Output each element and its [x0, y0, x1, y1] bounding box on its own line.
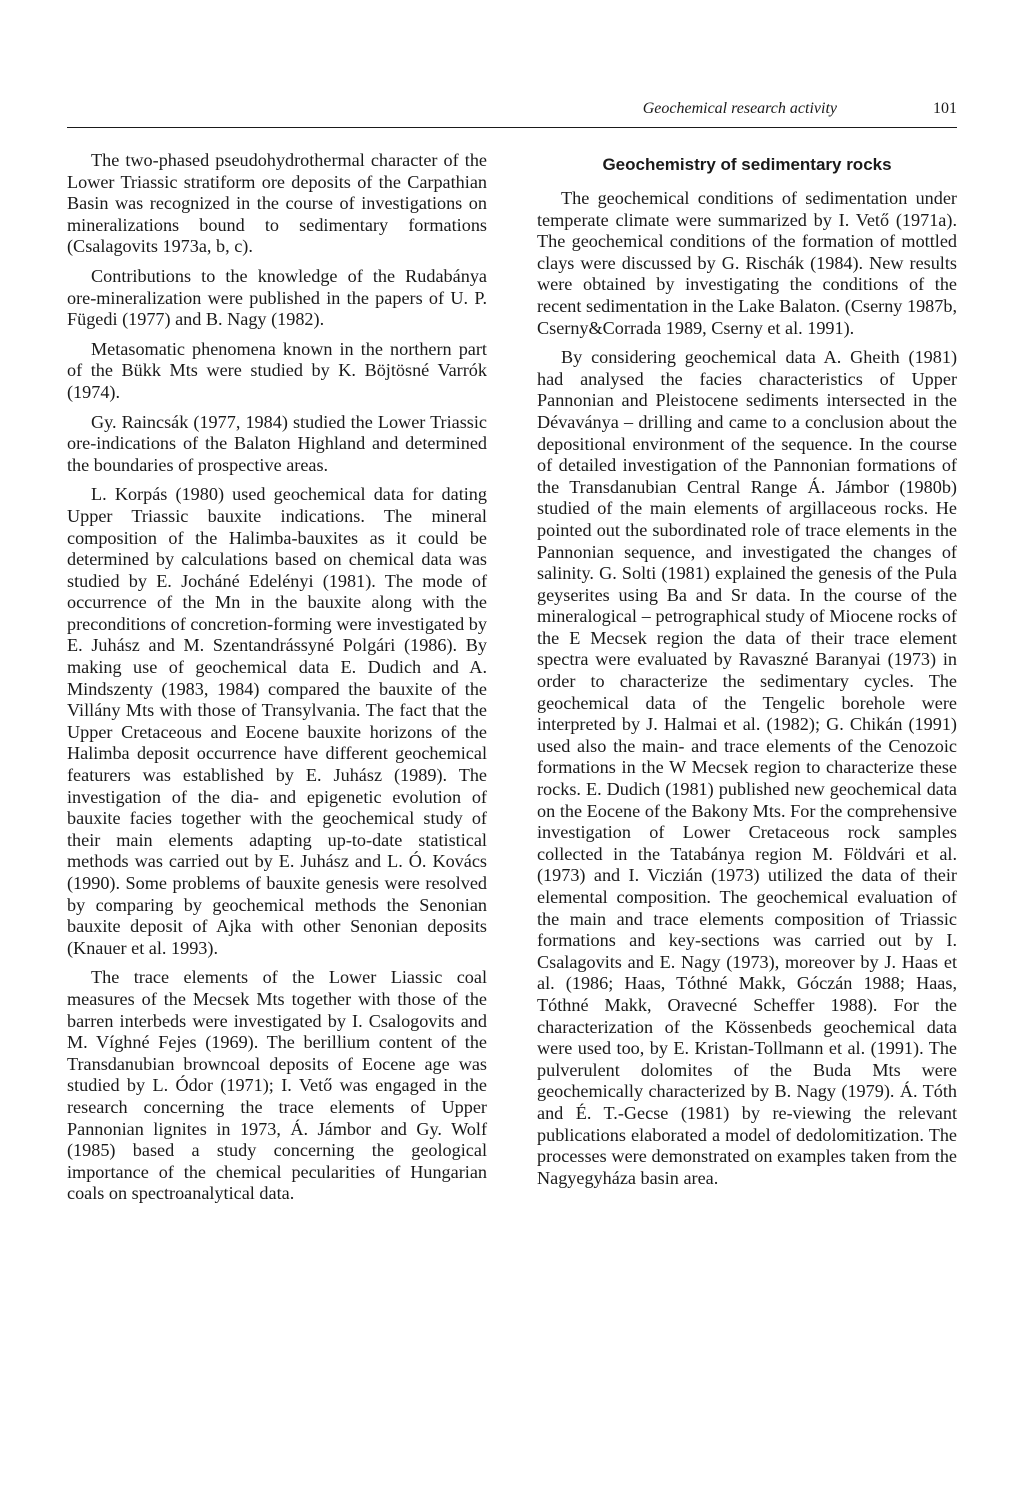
running-title: Geochemical research activity	[642, 100, 837, 117]
section-heading: Geochemistry of sedimentary rocks	[602, 155, 892, 174]
header-rule	[67, 127, 957, 128]
paragraph-balaton-highland: Gy. Raincsák (1977, 1984) studied the Lower Triassic ore-indications of the Balaton Highland and determined the boundaries of prospective areas.	[67, 411, 487, 475]
page-number: 101	[933, 100, 957, 117]
running-head	[67, 98, 957, 122]
paragraph-ore-deposits: The two-phased pseudohydrothermal character of the Lower Triassic stratiform ore deposits of the Carpathian Basin was recognized in the course of investigations on mineralizations bound to sedimentary formations (Csalagovits 1973a, b, c).	[67, 150, 487, 257]
paragraph-sedimentation-conditions: The geochemical conditions of sedimentation under temperate climate were summarized by I. Vető (1971a). The geochemical conditions of the formation of mottled clays were discussed by G. Rischák (1984). New results were obtained by investigating the conditions of the recent sedimentation in the Lake Balaton. (Cserny 1987b, Cserny&Corrada 1989, Cserny et al. 1991).	[537, 188, 957, 338]
right-column	[537, 150, 957, 1197]
paragraph-rudabanya: Contributions to the knowledge of the Rudabánya ore-mineralization were published in the papers of U. P. Fügedi (1977) and B. Nagy (1982).	[67, 265, 487, 330]
paragraph-bukk-metasomatic: Metasomatic phenomena known in the northern part of the Bükk Mts were studied by K. Böjtösné Varrók (1974).	[67, 338, 487, 402]
paragraph-geochemical-data-studies: By considering geochemical data A. Gheith (1981) had analysed the facies characteristics of Upper Pannonian and Pleistocene sediments intersected in the Dévaványa – drilling and came to a conclusion about the depositional environment of the sequence. In the course of detailed investigation of the Pannonian formations of the Transdanubian Central Range Á. Jámbor (1980b) studied of the main elements of argillaceous rocks. He pointed out the subordinated role of trace elements in the Pannonian sequence, and investigated the changes of salinity. G. Solti (1981) explained the genesis of the Pula geyserites using Ba and Sr data. In the course of the mineralogical – petrographical study of Miocene rocks of the E Mecsek region the data of their trace element spectra were evaluated by Ravaszné Baranyai (1973) in order to characterize the sedimentary cycles. The geochemical data of the Tengelic borehole were interpreted by J. Halmai et al. (1982); G. Chikán (1991) used also the main- and trace elements of the Cenozoic formations in the W Mecsek region to characterize these rocks. E. Dudich (1981) published new geochemical data on the Eocene of the Bakony Mts. For the comprehensive investigation of Lower Cretaceous rock samples collected in the Tatabánya region M. Földvári et al. (1973) and I. Viczián (1973) utilized the data of their elemental composition. The geochemical evaluation of the main and trace elements composition of Triassic formations and key-sections was carried out by I. Csalagovits and E. Nagy (1973), moreover by J. Haas et al. (1986; Haas, Tóthné Makk, Góczán 1988; Haas, Tóthné Makk, Oravecné Scheffer 1988). For the characterization of the Kössenbeds geochemical data were used too, by E. Kristan-Tollmann et al. (1991). The pulverulent dolomites of the Buda Mts were geochemically characterized by B. Nagy (1979). Á. Tóth and É. T.-Gecse (1981) by re-viewing the relevant publications elaborated a model of dedolomitization. The processes were demonstrated on examples taken from the Nagyegyháza basin area.	[537, 347, 957, 1188]
left-column	[67, 150, 487, 1213]
paragraph-bauxite: L. Korpás (1980) used geochemical data for dating Upper Triassic bauxite indications. The mineral composition of the Halimba-bauxites as it could be determined by calculations based on chemical data was studied by E. Jocháné Edelényi (1981). The mode of occurrence of the Mn in the bauxite along with the preconditions of concretion-forming were investigated by E. Juhász and M. Szentandrássyné Polgári (1986). By making use of geochemical data E. Dudich and A. Mindszenty (1983, 1984) compared the bauxite of the Villány Mts with those of Transylvania. The fact that the Upper Cretaceous and Eocene bauxite horizons of the Halimba deposit occurrence have different geochemical featurers was established by E. Juhász (1989). The investigation of the dia- and epigenetic evolution of bauxite facies together with the geochemical study of their main elements adapting up-to-date statistical methods was carried out by E. Juhász and L. Ó. Kovács (1990). Some problems of bauxite genesis were resolved by comparing by geochemical methods the Senonian bauxite deposit of Ajka with other Senonian deposits (Knauer et al. 1993).	[67, 484, 487, 958]
paragraph-coal-trace-elements: The trace elements of the Lower Liassic coal measures of the Mecsek Mts together with those of the barren interbeds were investigated by I. Csalogovits and M. Víghné Fejes (1969). The berillium content of the Transdanubian browncoal deposits of Eocene age was studied by L. Ódor (1971); I. Vető was engaged in the research concerning the trace elements of Upper Pannonian lignites in 1973, Á. Jámbor and Gy. Wolf (1985) based a study concerning the geological importance of the chemical pecularities of Hungarian coals on spectroanalytical data.	[67, 967, 487, 1204]
